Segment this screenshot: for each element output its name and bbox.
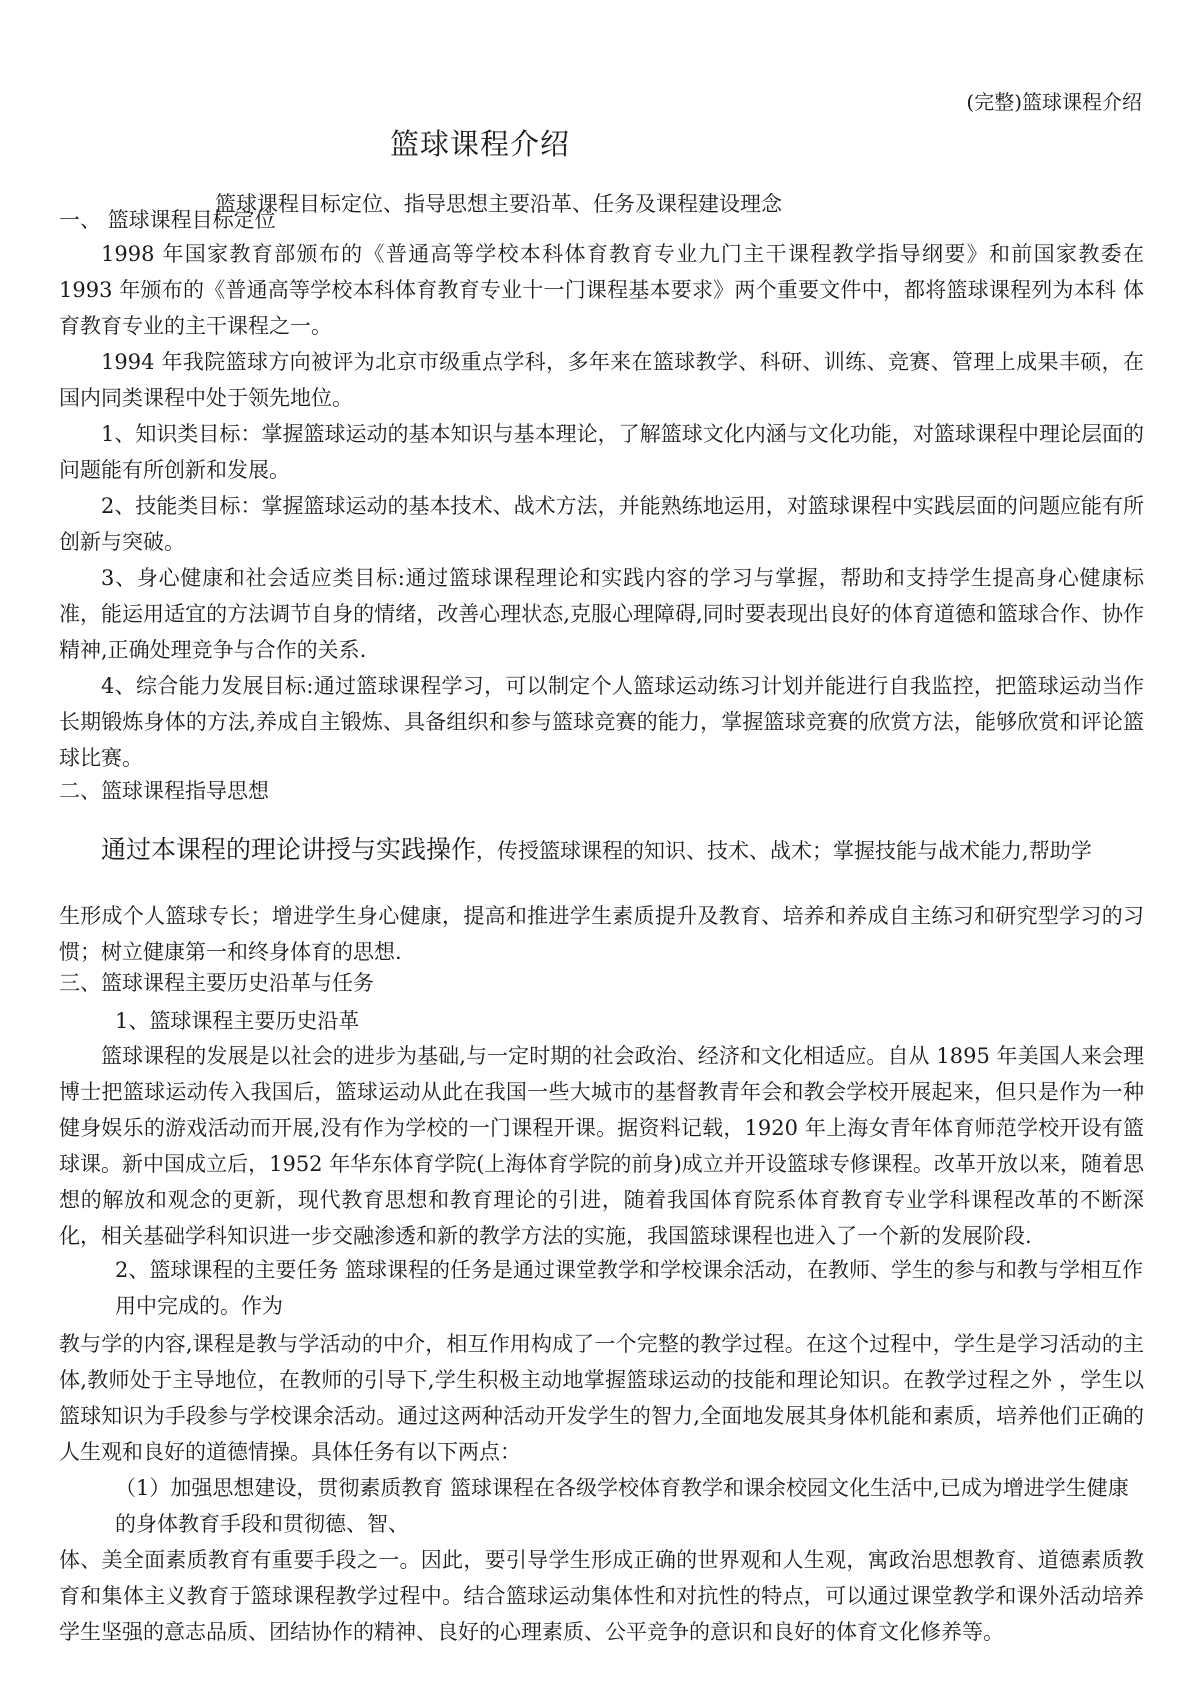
paragraph-6: 4、综合能力发展目标:通过篮球课程学习，可以制定个人篮球运动练习计划并能进行自我监控，把篮球运动当作长期锻炼身体的方法,养成自主锻炼、具备组织和参与篮球竞赛的能力，掌握篮球竞赛的欣赏方法，能够欣赏和评论篮球比赛。 xyxy=(59,674,1144,770)
page-subtitle: 篮球课程目标定位、指导思想主要沿革、任务及课程建设理念 xyxy=(215,192,782,216)
section-3-heading: 三、篮球课程主要历史沿革与任务 xyxy=(59,971,374,995)
paragraph-7-lead: 通过本课程的理论讲授与实践操作 xyxy=(101,835,477,864)
running-header: (完整)篮球课程介绍 xyxy=(966,90,1142,114)
paragraph-10: 教与学的内容,课程是教与学活动的中介，相互作用构成了一个完整的教学过程。在这个过程中，学生是学习活动的主体,教师处于主导地位，在教师的引导下,学生积极主动地掌握篮球运动的技能和理论知识。在教学过程之外 ，学生以篮球知识为手段参与学校课余活动。通过这两种活动开发学生的智力,全面地发展其身体机能和素质，培养他们正确的人生观和良好的道德情操。具体任务有以下两点： xyxy=(59,1332,1144,1464)
paragraph-11: 体、美全面素质教育有重要手段之一。因此，要引导学生形成正确的世界观和人生观，寓政治思想教育、道德素质教育和集体主义教育于篮球课程教学过程中。结合篮球运动集体性和对抗性的特点，可以通过课堂教学和课外活动培养学生坚强的意志品质、团结协作的精神、良好的心理素质、公平竞争的意识和良好的体育文化修养等。 xyxy=(59,1548,1144,1644)
section-3-sub-2: 2、篮球课程的主要任务 篮球课程的任务是通过课堂教学和学校课余活动，在教师、学生的参与和教与学相互作用中完成的。作为 xyxy=(115,1258,1144,1318)
section-3-sub-3: （1）加强思想建设，贯彻素质教育 篮球课程在各级学校体育教学和课余校园文化生活中,已成为增进学生健康的身体教育手段和贯彻德、智、 xyxy=(115,1476,1129,1536)
paragraph-9: 篮球课程的发展是以社会的进步为基础,与一定时期的社会政治、经济和文化相适应。自从 1895 年美国人来会理博士把篮球运动传入我国后，篮球运动从此在我国一些大城市的基督教青年会和教会学校开展起来，但只是作为一种健身娱乐的游戏活动而开展,没有作为学校的一门课程开课。据资料记载，1920 年上海女青年体育师范学校开设有篮球课。新中国成立后，1952 年华东体育学院(上海体育学院的前身)成立并开设篮球专修课程。改革开放以来，随着思想的解放和观念的更新，现代教育思想和教育理论的引进，随着我国体育院系体育教育专业学科课程改革的不断深化，相关基础学科知识进一步交融渗透和新的教学方法的实施，我国篮球课程也进入了一个新的发展阶段. xyxy=(59,1044,1144,1248)
section-2-heading: 二、篮球课程指导思想 xyxy=(59,779,269,803)
section-1-heading: 一、 篮球课程目标定位 xyxy=(59,208,276,232)
section-3-sub-1: 1、篮球课程主要历史沿革 xyxy=(115,1009,360,1033)
paragraph-7 xyxy=(59,832,1144,869)
paragraph-3: 1、知识类目标：掌握篮球运动的基本知识与基本理论，了解篮球文化内涵与文化功能，对篮球课程中理论层面的问题能有所创新和发展。 xyxy=(59,422,1144,482)
paragraph-4: 2、技能类目标：掌握篮球运动的基本技术、战术方法，并能熟练地运用，对篮球课程中实践层面的问题应能有所创新与突破。 xyxy=(59,494,1144,554)
paragraph-7-rest: ，传授篮球课程的知识、技术、战术；掌握技能与战术能力,帮助学 xyxy=(476,839,1092,863)
paragraph-2: 1994 年我院篮球方向被评为北京市级重点学科，多年来在篮球教学、科研、训练、竞赛、管理上成果丰硕，在国内同类课程中处于领先地位。 xyxy=(59,350,1144,410)
page-title: 篮球课程介绍 xyxy=(390,127,571,161)
paragraph-1: 1998 年国家教育部颁布的《普通高等学校本科体育教育专业九门主干课程教学指导纲要》和前国家教委在 1993 年颁布的《普通高等学校本科体育教育专业十一门课程基本要求》两个重要文件中，都将篮球课程列为本科 体育教育专业的主干课程之一。 xyxy=(59,242,1144,338)
paragraph-8: 生形成个人篮球专长；增进学生身心健康，提高和推进学生素质提升及教育、培养和养成自主练习和研究型学习的习惯；树立健康第一和终身体育的思想. xyxy=(59,904,1144,964)
paragraph-5: 3、身心健康和社会适应类目标:通过篮球课程理论和实践内容的学习与掌握，帮助和支持学生提高身心健康标准，能运用适宜的方法调节自身的情绪，改善心理状态,克服心理障碍,同时要表现出良好的体育道德和篮球合作、协作精神,正确处理竞争与合作的关系. xyxy=(59,566,1144,662)
